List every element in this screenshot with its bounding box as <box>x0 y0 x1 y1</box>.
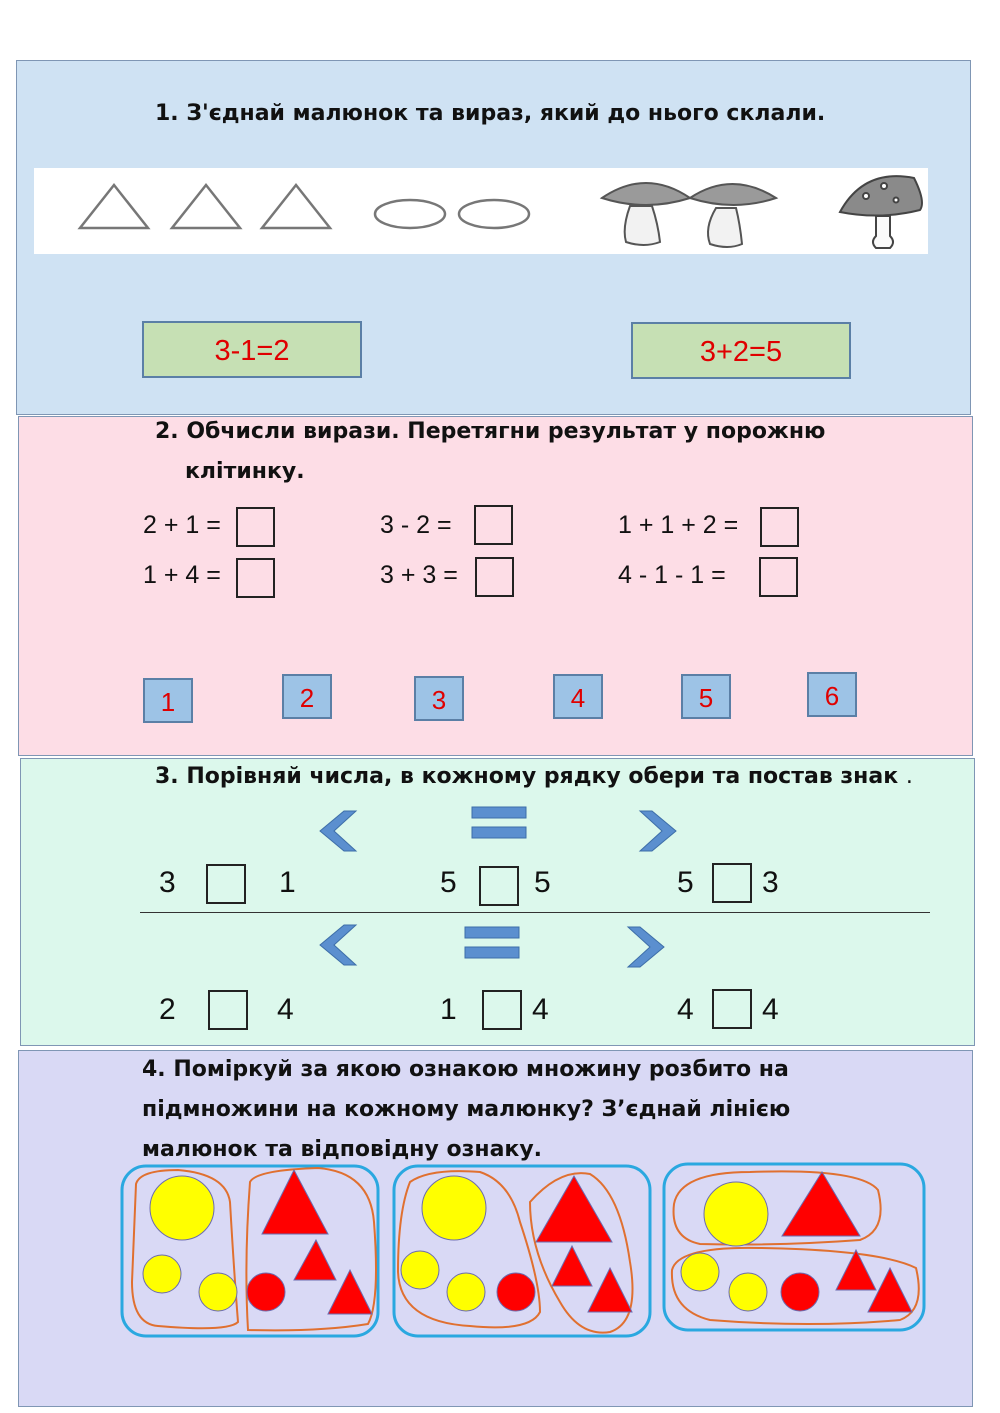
compare-number: 3 <box>159 866 176 899</box>
answer-tile[interactable]: 3 <box>414 676 464 721</box>
compare-number: 5 <box>534 866 551 899</box>
yellow-circle <box>729 1273 767 1311</box>
answer-drop-box[interactable] <box>760 507 799 547</box>
compare-number: 4 <box>277 993 294 1026</box>
compare-number: 4 <box>762 993 779 1026</box>
expression-label: 4 - 1 - 1 = <box>618 561 726 589</box>
yellow-circle <box>143 1255 181 1293</box>
row-divider <box>140 912 930 913</box>
expression-label: 3 + 3 = <box>380 561 458 589</box>
answer-tile[interactable]: 6 <box>807 672 857 717</box>
less-than-icon[interactable] <box>314 924 358 966</box>
red-triangle <box>262 1170 328 1234</box>
greater-than-icon[interactable] <box>638 810 682 852</box>
mushroom-icon <box>840 176 922 248</box>
compare-number: 5 <box>440 866 457 899</box>
red-triangle <box>588 1268 632 1312</box>
yellow-circle <box>422 1176 486 1240</box>
sign-drop-box[interactable] <box>479 866 519 906</box>
expression-label: 2 + 1 = <box>143 511 221 539</box>
set-picture-2[interactable] <box>390 1162 654 1340</box>
answer-drop-box[interactable] <box>236 558 275 598</box>
compare-number: 3 <box>762 866 779 899</box>
answer-tile[interactable]: 1 <box>143 678 193 723</box>
oval-shape <box>375 200 445 228</box>
triangle-shape <box>80 185 148 228</box>
answer-drop-box[interactable] <box>474 505 513 545</box>
oval-shape <box>459 200 529 228</box>
greater-than-icon[interactable] <box>626 926 670 968</box>
triangle-shape <box>172 185 240 228</box>
triangle-shape <box>262 185 330 228</box>
answer-drop-box[interactable] <box>475 557 514 597</box>
equals-icon[interactable] <box>464 926 520 960</box>
task4-title-line2: підмножини на кожному малюнку? З’єднай лінією <box>142 1097 791 1122</box>
sign-drop-box[interactable] <box>712 989 752 1029</box>
compare-number: 1 <box>279 866 296 899</box>
set-picture-1[interactable] <box>118 1162 382 1340</box>
expression-label: 1 + 4 = <box>143 561 221 589</box>
yellow-circle <box>401 1251 439 1289</box>
compare-number: 4 <box>532 993 549 1026</box>
task3-title-end: . <box>905 764 913 789</box>
mushroom-icon <box>602 183 690 245</box>
compare-number: 1 <box>440 993 457 1026</box>
sign-drop-box[interactable] <box>712 863 752 903</box>
yellow-circle <box>681 1253 719 1291</box>
sign-drop-box[interactable] <box>208 990 248 1030</box>
task4-title-line1: 4. Поміркуй за якою ознакою множину розбито на <box>142 1057 789 1082</box>
expression-label: 1 + 1 + 2 = <box>618 511 739 539</box>
task2-title-line2: клітинку. <box>185 459 305 484</box>
task3-title <box>155 757 913 797</box>
yellow-circle <box>150 1176 214 1240</box>
answer-drop-box[interactable] <box>236 507 275 547</box>
task4-title-line3: малюнок та відповідну ознаку. <box>142 1137 543 1162</box>
compare-number: 5 <box>677 866 694 899</box>
red-circle <box>497 1273 535 1311</box>
yellow-circle <box>704 1182 768 1246</box>
task1-picture-strip <box>34 168 928 254</box>
red-triangle <box>294 1240 336 1280</box>
less-than-icon[interactable] <box>314 810 358 852</box>
set-picture-3[interactable] <box>660 1160 930 1334</box>
sign-drop-box[interactable] <box>206 864 246 904</box>
sign-drop-box[interactable] <box>482 990 522 1030</box>
compare-number: 4 <box>677 993 694 1026</box>
mushroom-icon <box>690 184 776 247</box>
task2-title-line1: 2. Обчисли вирази. Перетягни результат у порожню <box>155 419 826 444</box>
red-triangle <box>552 1246 592 1286</box>
compare-number: 2 <box>159 993 176 1026</box>
expression-card[interactable]: 3-1=2 <box>142 321 362 378</box>
answer-tile[interactable]: 4 <box>553 674 603 719</box>
yellow-circle <box>199 1273 237 1311</box>
answer-tile[interactable]: 5 <box>681 674 731 719</box>
expression-label: 3 - 2 = <box>380 511 452 539</box>
task1-title: 1. З'єднай малюнок та вираз, який до нього склали. <box>155 101 826 126</box>
answer-drop-box[interactable] <box>759 557 798 597</box>
red-circle <box>247 1273 285 1311</box>
expression-card[interactable]: 3+2=5 <box>631 322 851 379</box>
red-circle <box>781 1273 819 1311</box>
yellow-circle <box>447 1273 485 1311</box>
task3-title-text: 3. Порівняй числа, в кожному рядку обери та постав знак <box>155 764 899 789</box>
red-triangle <box>782 1172 860 1236</box>
equals-icon[interactable] <box>471 806 527 840</box>
answer-tile[interactable]: 2 <box>282 674 332 719</box>
